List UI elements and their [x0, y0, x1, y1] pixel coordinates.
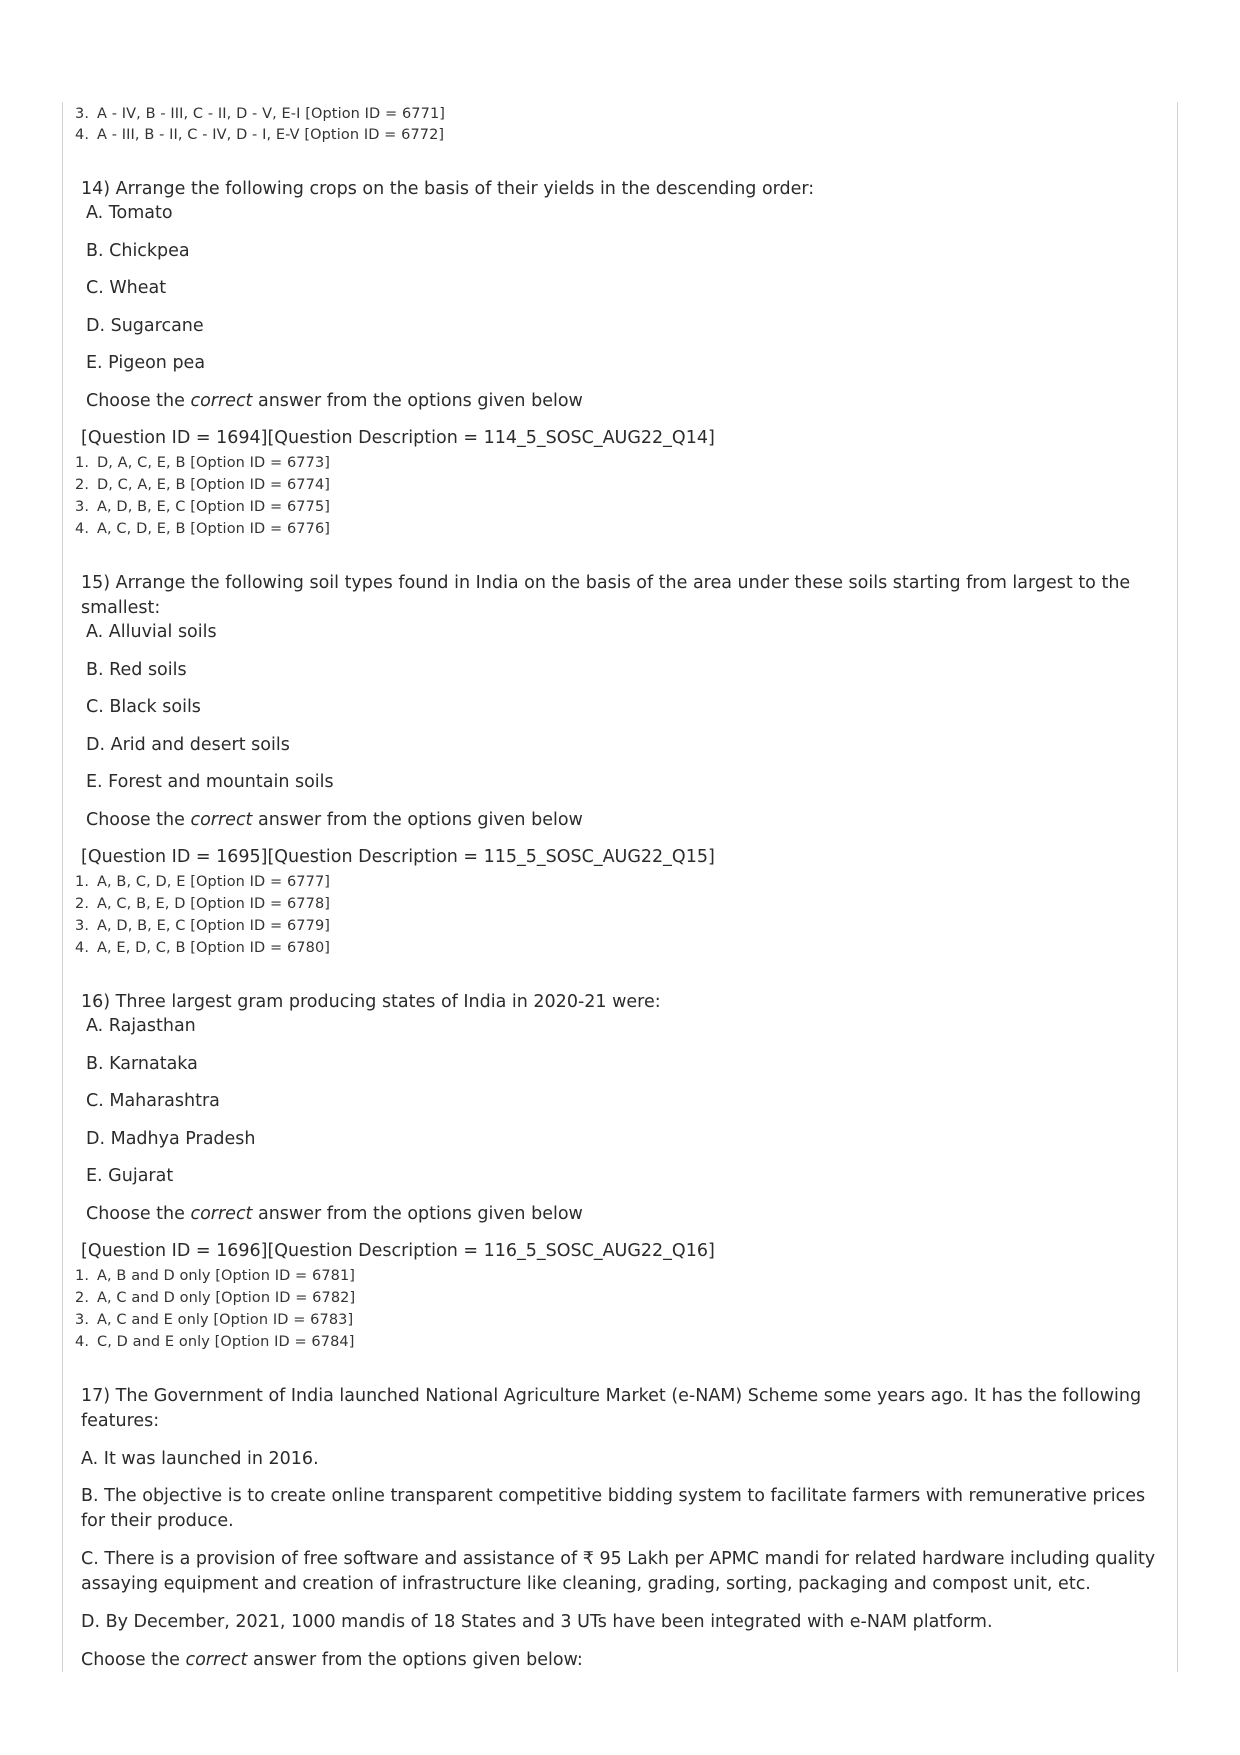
option-item: 3. A, D, B, E, C [Option ID = 6779] [75, 918, 331, 934]
q17-choose-instruction: Choose the correct answer from the options given below: [81, 1650, 583, 1670]
option-item: 1. A, B and D only [Option ID = 6781] [75, 1268, 356, 1284]
option-item: 2. A, C and D only [Option ID = 6782] [75, 1290, 356, 1306]
q14-item: A. Tomato [86, 203, 173, 223]
option-item: 3. A, C and E only [Option ID = 6783] [75, 1312, 354, 1328]
option-item: 4. A, E, D, C, B [Option ID = 6780] [75, 940, 331, 956]
q14-question-id: [Question ID = 1694][Question Description = 114_5_SOSC_AUG22_Q14] [81, 428, 715, 448]
question-15-title: 15) Arrange the following soil types found in India on the basis of the area under these soils starting from largest to the smallest: [81, 573, 1131, 618]
q16-choose-instruction: Choose the correct answer from the options given below [86, 1204, 583, 1224]
q17-item: B. The objective is to create online transparent competitive bidding system to facilitate farmers with remunerative prices for their produce. [81, 1486, 1146, 1531]
q15-choose-instruction: Choose the correct answer from the options given below [86, 810, 583, 830]
q16-item: A. Rajasthan [86, 1016, 196, 1036]
q17-item: C. There is a provision of free software and assistance of ₹ 95 Lakh per APMC mandi for related hardware including quality assaying equipment and creation of infrastructure like cleaning, grading, sorting, packaging and compost unit, etc. [81, 1549, 1156, 1594]
q14-item: D. Sugarcane [86, 316, 204, 336]
option-item: 1. D, A, C, E, B [Option ID = 6773] [75, 455, 331, 471]
option-item: 3. A - IV, B - III, C - II, D - V, E-I [Option ID = 6771] [75, 106, 446, 122]
q15-item: D. Arid and desert soils [86, 735, 290, 755]
q17-item: D. By December, 2021, 1000 mandis of 18 States and 3 UTs have been integrated with e-NAM platform. [81, 1612, 993, 1632]
option-item: 4. A - III, B - II, C - IV, D - I, E-V [Option ID = 6772] [75, 127, 445, 143]
q15-item: E. Forest and mountain soils [86, 772, 334, 792]
q15-item: B. Red soils [86, 660, 187, 680]
option-item: 3. A, D, B, E, C [Option ID = 6775] [75, 499, 331, 515]
question-17-title: 17) The Government of India launched National Agriculture Market (e-NAM) Scheme some years ago. It has the following features: [81, 1386, 1142, 1431]
q14-item: C. Wheat [86, 278, 167, 298]
q15-item: A. Alluvial soils [86, 622, 217, 642]
page-right-border [1177, 102, 1178, 1672]
option-item: 2. A, C, B, E, D [Option ID = 6778] [75, 896, 331, 912]
q15-item: C. Black soils [86, 697, 201, 717]
q16-item: C. Maharashtra [86, 1091, 220, 1111]
question-14-title: 14) Arrange the following crops on the basis of their yields in the descending order: [81, 179, 815, 199]
q16-item: D. Madhya Pradesh [86, 1129, 256, 1149]
q16-item: B. Karnataka [86, 1054, 198, 1074]
option-item: 1. A, B, C, D, E [Option ID = 6777] [75, 874, 331, 890]
question-16-title: 16) Three largest gram producing states of India in 2020-21 were: [81, 992, 661, 1012]
option-item: 4. C, D and E only [Option ID = 6784] [75, 1334, 355, 1350]
q14-choose-instruction: Choose the correct answer from the options given below [86, 391, 583, 411]
q16-question-id: [Question ID = 1696][Question Description = 116_5_SOSC_AUG22_Q16] [81, 1241, 715, 1261]
option-item: 2. D, C, A, E, B [Option ID = 6774] [75, 477, 331, 493]
q17-item: A. It was launched in 2016. [81, 1449, 319, 1469]
q14-item: E. Pigeon pea [86, 353, 206, 373]
q16-item: E. Gujarat [86, 1166, 174, 1186]
option-item: 4. A, C, D, E, B [Option ID = 6776] [75, 521, 331, 537]
q14-item: B. Chickpea [86, 241, 190, 261]
page-left-border [62, 102, 63, 1672]
q15-question-id: [Question ID = 1695][Question Description = 115_5_SOSC_AUG22_Q15] [81, 847, 715, 867]
